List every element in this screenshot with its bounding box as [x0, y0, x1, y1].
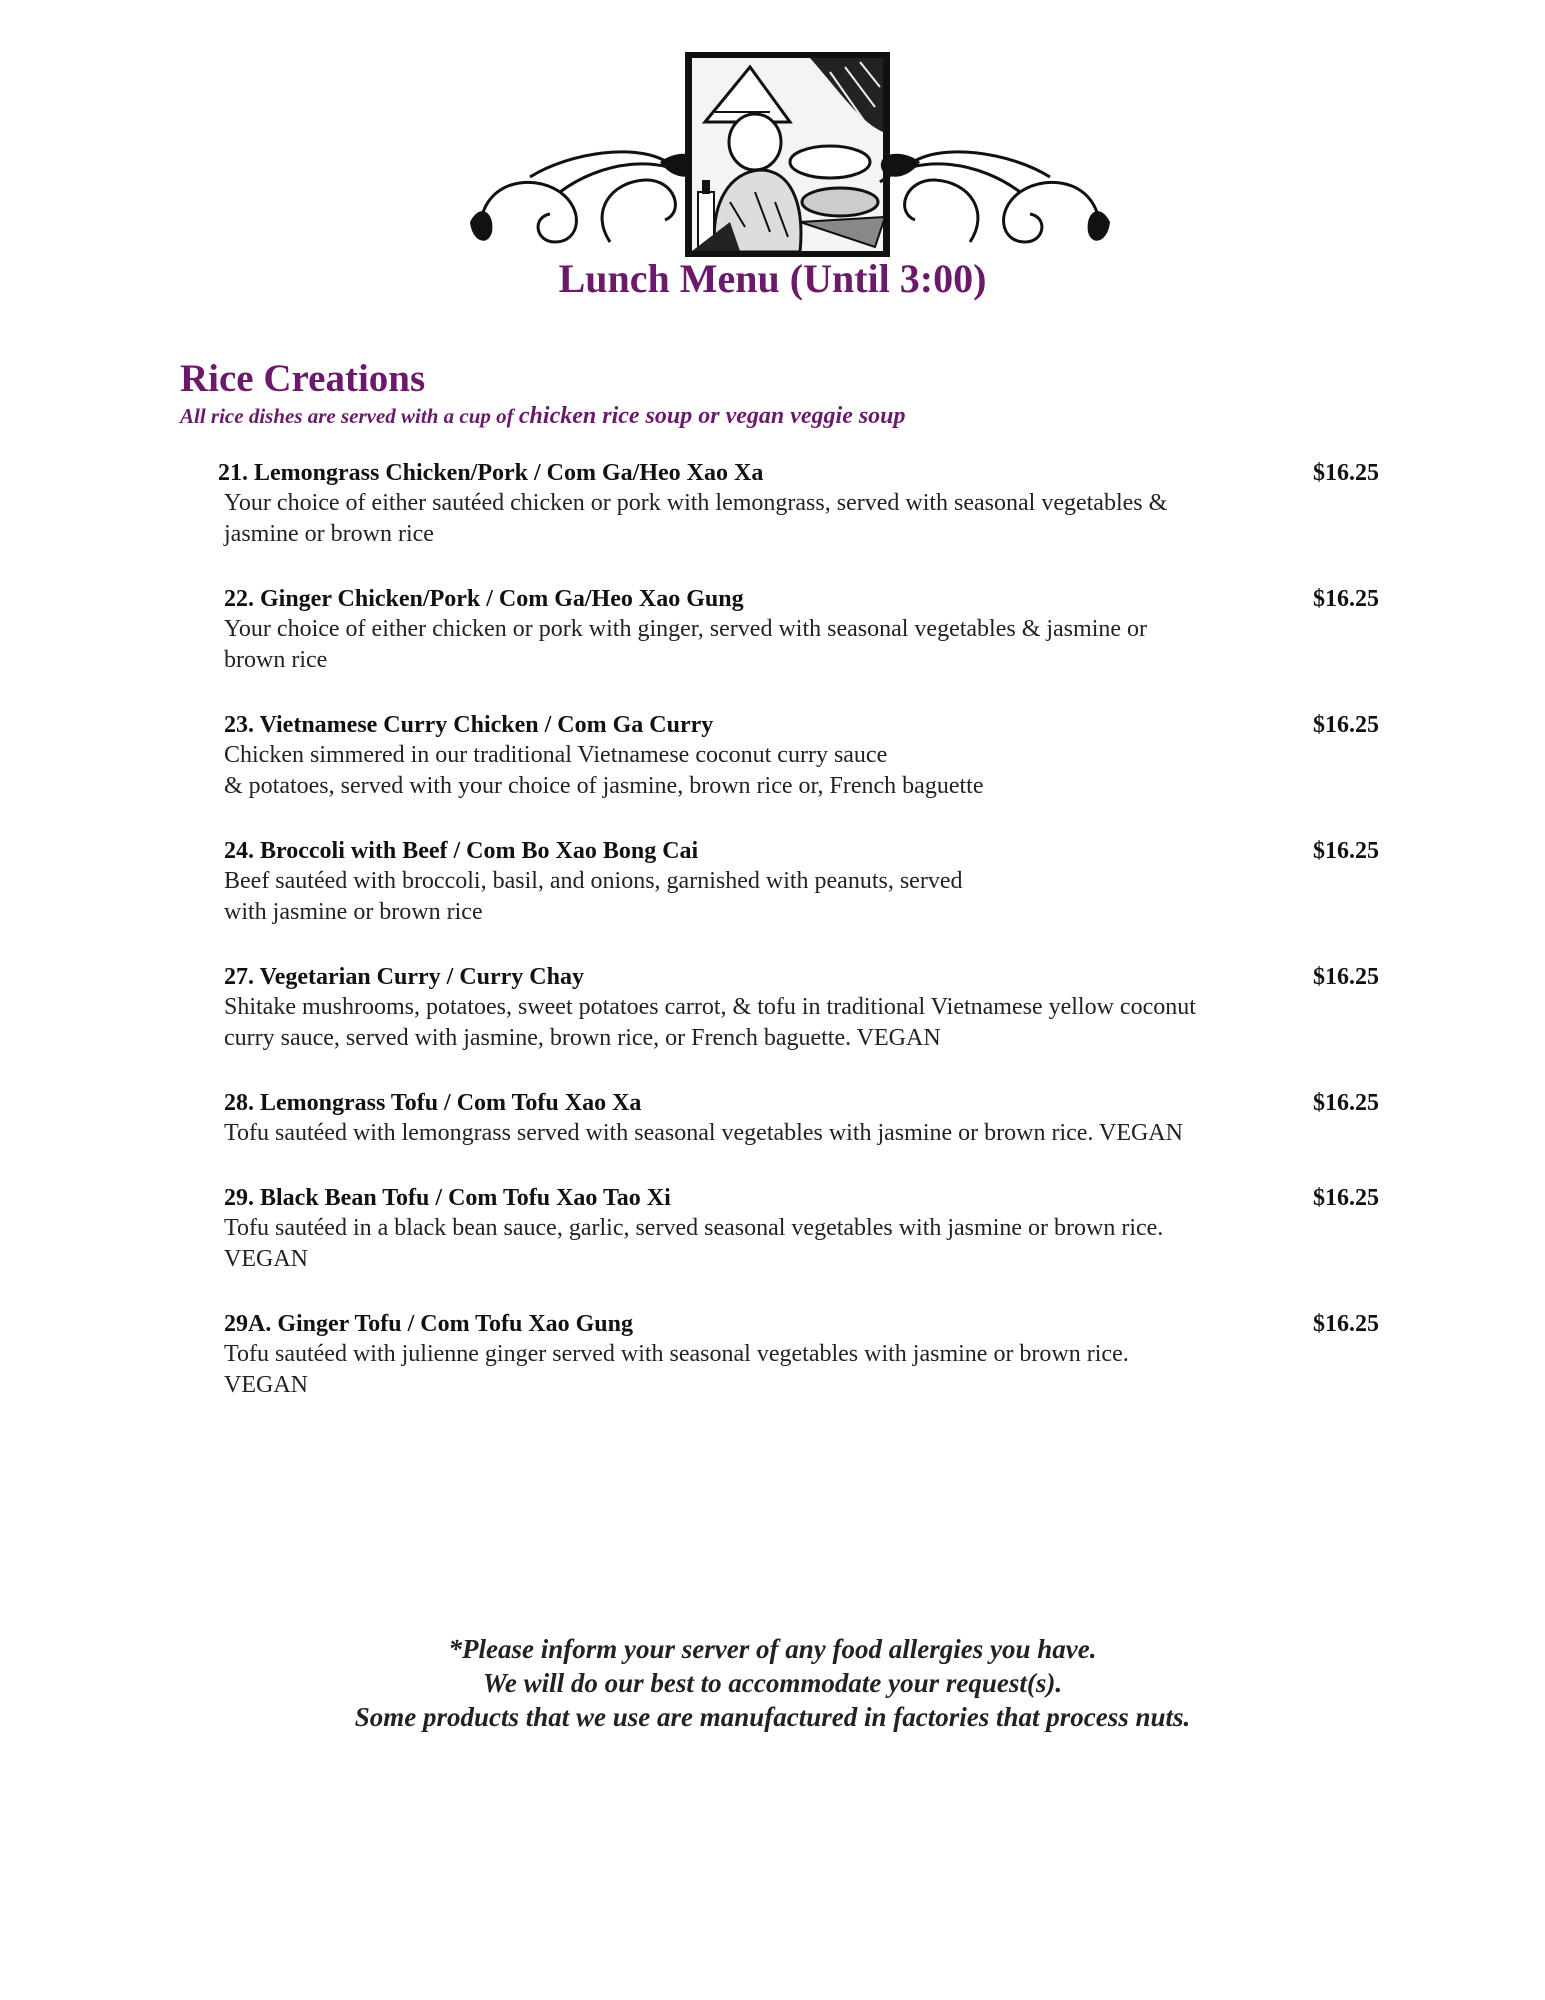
menu-item-price: $16.25 [1313, 1311, 1379, 1337]
menu-item [224, 836, 1379, 928]
menu-item [224, 962, 1379, 1054]
menu-item-header [224, 1183, 1379, 1213]
menu-item-header [224, 836, 1379, 866]
section-title: Rice Creations [180, 357, 426, 400]
menu-title: Lunch Menu (Until 3:00) [558, 256, 987, 301]
allergy-notice-line: *Please inform your server of any food allergies you have. [448, 1634, 1097, 1664]
menu-item-description: Beef sautéed with broccoli, basil, and onions, garnished with peanuts, served with jasmine or brown rice [224, 868, 963, 925]
menu-item-price: $16.25 [1313, 712, 1379, 738]
menu-item-name: 24. Broccoli with Beef / Com Bo Xao Bong Cai [224, 838, 699, 864]
menu-item-list [218, 458, 1379, 1435]
menu-item-price: $16.25 [1313, 1090, 1379, 1116]
menu-item-header [224, 584, 1379, 614]
menu-item-name: 22. Ginger Chicken/Pork / Com Ga/Heo Xao Gung [224, 586, 744, 612]
allergy-notice-line: We will do our best to accommodate your request(s). [482, 1668, 1063, 1698]
menu-item-header [224, 710, 1379, 740]
menu-item-name: 28. Lemongrass Tofu / Com Tofu Xao Xa [224, 1090, 642, 1116]
menu-item [224, 1183, 1379, 1275]
menu-item [218, 458, 1379, 550]
section-subtitle-part1: All rice dishes are served with a cup of [180, 404, 519, 428]
left-leaf-icon [470, 211, 492, 241]
menu-item-description: Your choice of either sautéed chicken or pork with lemongrass, served with seasonal vegetables & jasmine or brown rice [224, 490, 1168, 547]
header-illustration [470, 52, 1110, 262]
menu-item-header [224, 1309, 1379, 1339]
menu-item-price: $16.25 [1313, 586, 1379, 612]
menu-item-header [224, 962, 1379, 992]
menu-item-description: Chicken simmered in our traditional Vietnamese coconut curry sauce & potatoes, served with your choice of jasmine, brown rice or, French baguette [224, 742, 984, 799]
menu-item-price: $16.25 [1313, 1185, 1379, 1211]
menu-item-description: Tofu sautéed in a black bean sauce, garlic, served seasonal vegetables with jasmine or brown rice. VEGAN [224, 1215, 1164, 1272]
allergy-notice [0, 1632, 1545, 1734]
menu-item-name: 23. Vietnamese Curry Chicken / Com Ga Curry [224, 712, 714, 738]
menu-item-description: Tofu sautéed with julienne ginger served with seasonal vegetables with jasmine or brown rice. VEGAN [224, 1341, 1129, 1398]
menu-item-price: $16.25 [1313, 460, 1379, 486]
menu-item-name: 29A. Ginger Tofu / Com Tofu Xao Gung [224, 1311, 633, 1337]
menu-item-price: $16.25 [1313, 838, 1379, 864]
menu-item-header [218, 458, 1379, 488]
woman-eating-illustration-icon [685, 52, 890, 257]
menu-item-name: 21. Lemongrass Chicken/Pork / Com Ga/Heo Xao Xa [218, 460, 764, 486]
menu-item-header [224, 1088, 1379, 1118]
menu-item-name: 29. Black Bean Tofu / Com Tofu Xao Tao Xi [224, 1185, 671, 1211]
menu-item-name: 27. Vegetarian Curry / Curry Chay [224, 964, 584, 990]
section-subtitle [180, 403, 906, 430]
menu-item [224, 1088, 1379, 1149]
section-subtitle-part2: chicken rice soup or vegan veggie soup [518, 403, 906, 429]
menu-item-description: Your choice of either chicken or pork with ginger, served with seasonal vegetables & jasmine or brown rice [224, 616, 1148, 673]
menu-item [224, 710, 1379, 802]
menu-item-price: $16.25 [1313, 964, 1379, 990]
menu-item [224, 584, 1379, 676]
allergy-notice-line: Some products that we use are manufactured in factories that process nuts. [354, 1702, 1191, 1732]
right-leaf-icon [1088, 211, 1110, 241]
menu-item-description: Shitake mushrooms, potatoes, sweet potatoes carrot, & tofu in traditional Vietnamese yellow coconut curry sauce, served with jasmine, brown rice, or French baguette. VEGAN [224, 994, 1196, 1051]
menu-item [224, 1309, 1379, 1401]
menu-item-description: Tofu sautéed with lemongrass served with seasonal vegetables with jasmine or brown rice. VEGAN [224, 1120, 1183, 1146]
